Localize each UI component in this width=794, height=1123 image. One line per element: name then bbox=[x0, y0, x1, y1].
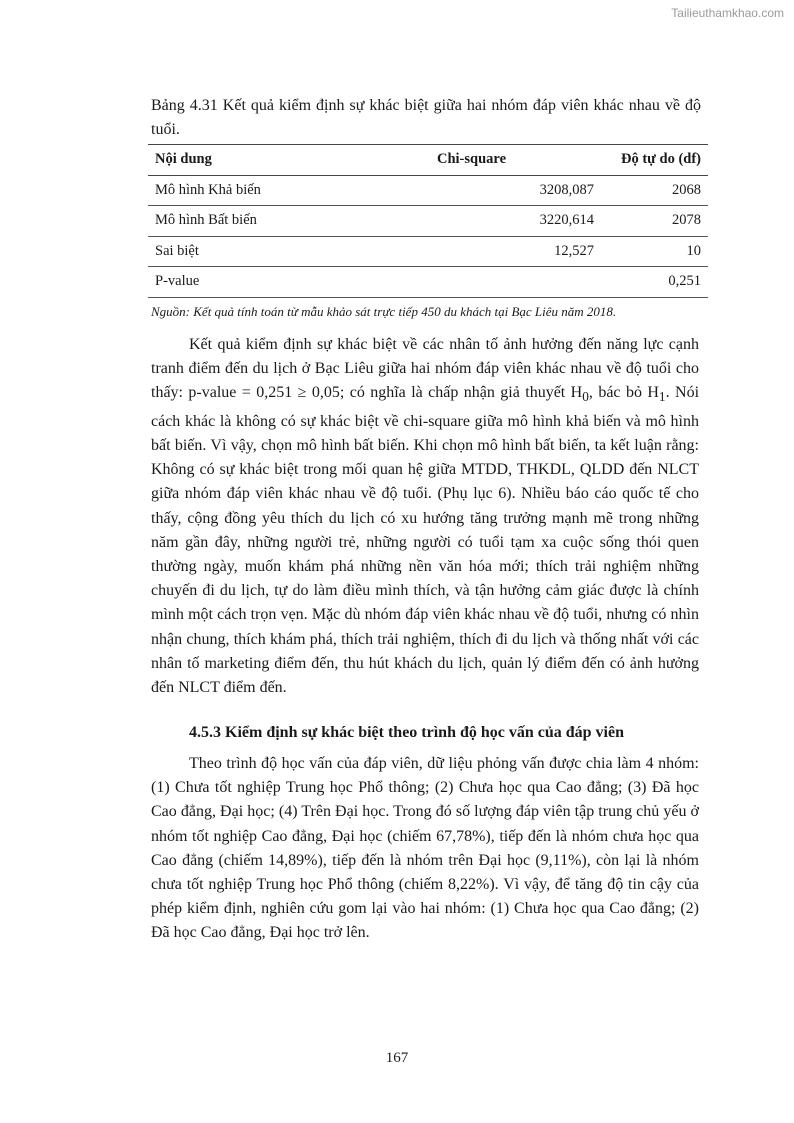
subscript-zero: 0 bbox=[582, 389, 589, 405]
table-row bbox=[148, 267, 708, 298]
table-row bbox=[148, 206, 708, 237]
row-chi-square bbox=[342, 267, 601, 298]
header-chi-square: Chi-square bbox=[436, 151, 507, 168]
header-content: Nội dung bbox=[155, 151, 212, 168]
table-header-row bbox=[148, 145, 708, 176]
row-label: Mô hình Bất biến bbox=[155, 212, 257, 229]
paragraph-text: , bác bỏ H bbox=[588, 384, 659, 402]
watermark: Tailieuthamkhao.com bbox=[671, 6, 784, 20]
row-label: P-value bbox=[155, 273, 200, 290]
paragraph-age-result bbox=[151, 333, 699, 700]
table-row bbox=[148, 236, 708, 267]
row-label: Sai biệt bbox=[155, 242, 199, 259]
row-df: 0,251 bbox=[668, 273, 701, 290]
section-heading: 4.5.3 Kiểm định sự khác biệt theo trình độ học vấn của đáp viên bbox=[189, 724, 624, 741]
table-row bbox=[148, 175, 708, 206]
paragraph-education: Theo trình độ học vấn của đáp viên, dữ liệu phỏng vấn được chia làm 4 nhóm: (1) Chưa tốt nghiệp Trung học Phổ thông; (2) Chưa học qua Cao đẳng; (3) Đã học Cao đẳng, Đại học; (4) Trên Đại học. Trong đó số lượng đáp viên tập trung chủ yếu ở nhóm tốt nghiệp Cao đẳng, Đại học (chiếm 67,78%), tiếp đến là nhóm chưa học qua Cao đẳng (chiếm 14,89%), tiếp đến là nhóm trên Đại học (9,11%), còn lại là nhóm chưa tốt nghiệp Trung học Phổ thông (chiếm 8,22%). Vì vậy, để tăng độ tin cậy của phép kiểm định, nghiên cứu gom lại vào hai nhóm: (1) Chưa học qua Cao đẳng; (2) Đã học Cao đẳng, Đại học trở lên. bbox=[151, 755, 699, 942]
paragraph-text: . Nói cách khác là không có sự khác biệt về chi-square giữa mô hình khả biến và mô hình bất biến. Vì vậy, chọn mô hình bất biến. Khi chọn mô hình bất biến, ta kết luận rằng: Không có sự khác biệt trong mối quan hệ giữa MTDD, THKDL, QLDD đến NLCT giữa nhóm đáp viên khác nhau về độ tuổi. (Phụ lục 6). Nhiều báo cáo quốc tế cho thấy, cộng đồng yêu thích du lịch có xu hướng tăng trưởng mạnh mẽ trong những năm gần đây, những người trẻ, những người có tuổi tạm xa cuộc sống thói quen thường ngày, muốn khám phá những nền văn hóa mới; thích trải nghiệm những chuyến đi du lịch, tự do làm điều mình thích, và tận hưởng cảm giác được là chính mình một cách trọn vẹn. Mặc dù nhóm đáp viên khác nhau về độ tuổi, nhưng có nhìn nhận chung, thích khám phá, thích trải nghiệm, thích đi du lịch và thống nhất với các nhân tố marketing điểm đến, thu hút khách du lịch, quản lý điểm đến có ảnh hưởng đến NLCT điểm đến. bbox=[151, 384, 700, 697]
results-table bbox=[148, 144, 708, 298]
row-label: Mô hình Khả biến bbox=[155, 181, 261, 198]
paragraph-text: Kết quả kiểm định sự khác biệt về các nhân tố ảnh hưởng đến năng lực cạnh tranh điểm đến du lịch ở Bạc Liêu giữa hai nhóm đáp viên khác nhau về độ tuổi cho thấy: p-value = 0,251 ≥ 0,05; có nghĩa là chấp nhận giả thuyết H bbox=[151, 336, 699, 402]
subscript-one: 1 bbox=[658, 389, 666, 405]
row-chi-square: 3208,087 bbox=[539, 181, 594, 198]
header-df: Độ tự do (df) bbox=[621, 151, 701, 168]
row-chi-square: 12,527 bbox=[554, 242, 594, 259]
row-df: 10 bbox=[686, 242, 701, 259]
table-caption: Bảng 4.31 Kết quả kiểm định sự khác biệt giữa hai nhóm đáp viên khác nhau về độ tuổi. bbox=[151, 97, 701, 138]
row-chi-square: 3220,614 bbox=[539, 212, 594, 229]
row-df: 2068 bbox=[672, 181, 701, 198]
page-number: 167 bbox=[385, 1050, 409, 1066]
source-note: Nguồn: Kết quả tính toán từ mẫu khảo sát trực tiếp 450 du khách tại Bạc Liêu năm 2018. bbox=[151, 304, 617, 319]
row-df: 2078 bbox=[672, 212, 701, 229]
